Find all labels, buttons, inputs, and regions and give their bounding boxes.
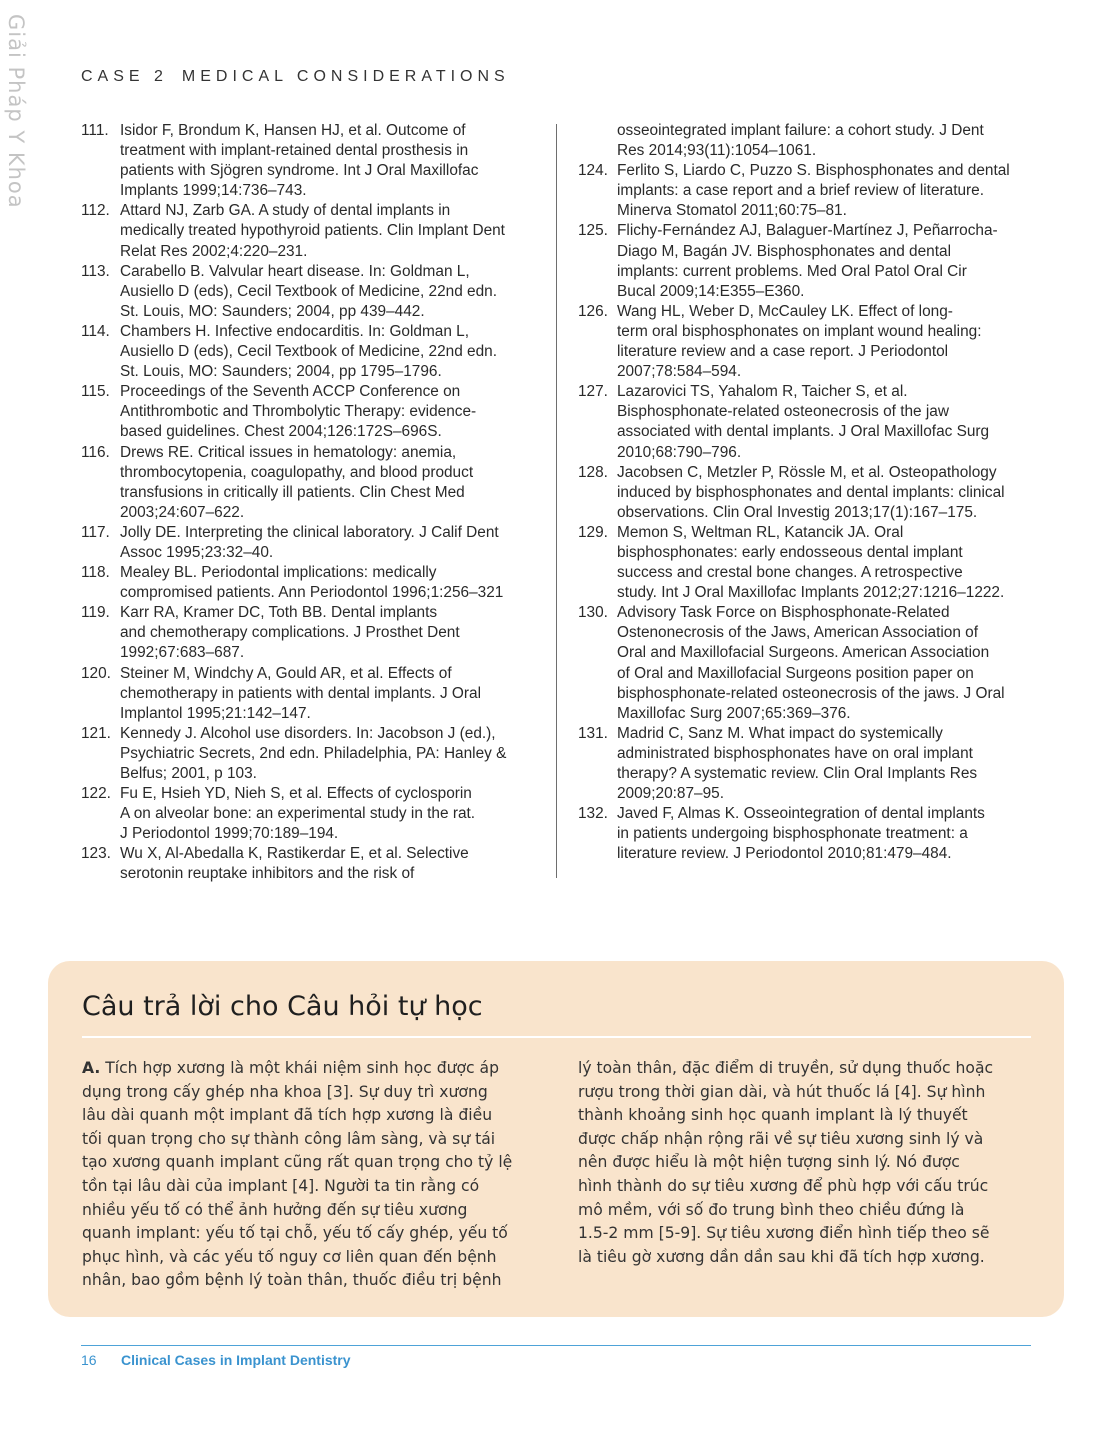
reference-line: implants: a case report and a brief review of literature. xyxy=(617,182,984,200)
reference-line: Steiner M, Windchy A, Gould AR, et al. Effects of xyxy=(120,664,452,682)
reference-item xyxy=(81,724,543,784)
reference-line: Mealey BL. Periodontal implications: medically xyxy=(120,564,437,582)
reference-text xyxy=(120,664,543,724)
reference-number: 121. xyxy=(81,724,111,742)
answer-line-text: Tích hợp xương là một khái niệm sinh học được áp xyxy=(100,1059,499,1077)
answer-line-text: quanh implant: yếu tố tại chỗ, yếu tố cấy ghép, yếu tố xyxy=(82,1224,508,1243)
reference-text xyxy=(120,563,543,603)
answer-line-text: 1.5-2 mm [5-9]. Sự tiêu xương điển hình tiếp theo sẽ xyxy=(578,1224,990,1243)
reference-item xyxy=(578,724,1038,804)
answer-line-text: nhân, bao gồm bệnh lý toàn thân, thuốc điều trị bệnh xyxy=(82,1271,502,1290)
reference-item xyxy=(81,523,543,563)
reference-line: Maxillofac Surg 2007;65:369–376. xyxy=(617,704,851,722)
answer-line-text: thành khoảng sinh học quanh implant là lý thuyết xyxy=(578,1106,968,1125)
reference-text xyxy=(120,784,543,844)
reference-line: 2003;24:607–622. xyxy=(120,503,245,521)
footer xyxy=(81,1352,351,1368)
reference-number: 127. xyxy=(578,383,608,401)
reference-number: 118. xyxy=(81,564,110,582)
answer-line xyxy=(578,1151,1032,1175)
reference-line: Oral and Maxillofacial Surgeons. American Association xyxy=(617,644,990,662)
reference-line: Bisphosphonate-related osteonecrosis of the jaw xyxy=(617,403,949,421)
footer-divider xyxy=(81,1345,1031,1346)
reference-text xyxy=(617,603,1038,724)
reference-line: Res 2014;93(11):1054–1061. xyxy=(617,142,817,160)
running-header xyxy=(81,68,510,86)
reference-line: Ferlito S, Liardo C, Puzzo S. Bisphosphonates and dental xyxy=(617,162,1010,180)
answer-line-text: được chấp nhận rộng rãi về sự tiêu xương sinh lý và xyxy=(578,1129,984,1148)
reference-text xyxy=(617,724,1038,804)
reference-number: 116. xyxy=(81,443,110,461)
reference-line: Chambers H. Infective endocarditis. In: Goldman L, xyxy=(120,322,470,340)
reference-number: 113. xyxy=(81,262,110,280)
reference-item xyxy=(578,161,1038,221)
answer-line-text: lâu dài quanh một implant đã tích hợp xương là điều xyxy=(82,1106,493,1125)
reference-item xyxy=(81,784,543,844)
answer-line-text: rượu trong thời gian dài, và hút thuốc lá [4]. Sự hình xyxy=(578,1082,986,1101)
reference-line: Karr RA, Kramer DC, Toth BB. Dental implants xyxy=(120,604,438,622)
reference-line: Implantol 1995;21:142–147. xyxy=(120,704,311,722)
reference-line: Drews RE. Critical issues in hematology: anemia, xyxy=(120,443,457,461)
reference-item xyxy=(81,844,543,884)
reference-line: Ausiello D (eds), Cecil Textbook of Medicine, 22nd edn. xyxy=(120,282,497,300)
reference-line: of Oral and Maxillofacial Surgeons position paper on xyxy=(617,664,974,682)
reference-line: serotonin reuptake inhibitors and the risk of xyxy=(120,865,415,883)
reference-line: study. Int J Oral Maxillofac Implants 2012;27:1216–1222. xyxy=(617,584,1005,602)
reference-number: 131. xyxy=(578,724,608,742)
reference-item xyxy=(578,121,1038,161)
reference-item xyxy=(81,603,543,663)
reference-line: Ausiello D (eds), Cecil Textbook of Medicine, 22nd edn. xyxy=(120,343,497,361)
reference-item xyxy=(578,302,1038,382)
reference-line: and chemotherapy complications. J Prosthet Dent xyxy=(120,624,460,642)
reference-line: Attard NJ, Zarb GA. A study of dental implants in xyxy=(120,202,451,220)
chapter-title: MEDICAL CONSIDERATIONS xyxy=(181,68,510,85)
reference-item xyxy=(81,443,543,523)
reference-item xyxy=(578,463,1038,523)
reference-text xyxy=(120,382,543,442)
reference-line: in patients undergoing bisphosphonate treatment: a xyxy=(617,825,968,843)
reference-line: Madrid C, Sanz M. What impact do systemically xyxy=(617,724,943,742)
reference-line: Implants 1999;14:736–743. xyxy=(120,182,307,200)
reference-line: bisphosphonate-related osteonecrosis of the jaws. J Oral xyxy=(617,684,1005,702)
answer-line xyxy=(82,1222,542,1246)
reference-line: medically treated hypothyroid patients. Clin Implant Dent xyxy=(120,222,505,240)
answer-line xyxy=(578,1199,1032,1223)
reference-text xyxy=(120,262,543,322)
reference-line: Bucal 2009;14:E355–E360. xyxy=(617,282,805,300)
reference-number: 126. xyxy=(578,302,608,320)
reference-line: J Periodontol 1999;70:189–194. xyxy=(120,825,339,843)
reference-text xyxy=(120,201,543,261)
reference-text xyxy=(120,603,543,663)
answer-line-text: là tiêu gờ xương dần dần sau khi đã tích hợp xương. xyxy=(578,1247,985,1266)
reference-text xyxy=(120,844,543,884)
reference-text xyxy=(617,523,1038,603)
answer-column-right xyxy=(578,1057,1032,1269)
book-title: Clinical Cases in Implant Dentistry xyxy=(121,1352,351,1368)
watermark-text: Giải Pháp Y Khoa xyxy=(4,14,28,209)
reference-line: Relat Res 2002;4:220–231. xyxy=(120,242,308,260)
reference-line: treatment with implant-retained dental prosthesis in xyxy=(120,142,469,160)
reference-line: Assoc 1995;23:32–40. xyxy=(120,543,274,561)
reference-text xyxy=(617,804,1038,864)
reference-item xyxy=(81,262,543,322)
reference-number: 132. xyxy=(578,805,608,823)
reference-line: bisphosphonates: early endosseous dental implant xyxy=(617,543,963,561)
reference-item xyxy=(81,121,543,201)
reference-number: 122. xyxy=(81,785,111,803)
reference-line: Memon S, Weltman RL, Katancik JA. Oral xyxy=(617,523,904,541)
reference-item xyxy=(578,804,1038,864)
answer-line-text: nhiều yếu tố có thể ảnh hưởng đến sự tiêu xương xyxy=(82,1200,468,1219)
reference-line: Jacobsen C, Metzler P, Rössle M, et al. Osteopathology xyxy=(617,463,997,481)
reference-line: Belfus; 2001, p 103. xyxy=(120,765,257,782)
reference-number: 128. xyxy=(578,463,608,481)
reference-line: Isidor F, Brondum K, Hansen HJ, et al. Outcome of xyxy=(120,122,466,139)
answer-line xyxy=(82,1128,542,1152)
reference-text xyxy=(617,382,1038,462)
answer-line xyxy=(82,1057,542,1081)
reference-line: Wang HL, Weber D, McCauley LK. Effect of long- xyxy=(617,302,953,320)
reference-number: 119. xyxy=(81,604,110,622)
reference-line: 2007;78:584–594. xyxy=(617,363,742,381)
reference-line: osseointegrated implant failure: a cohort study. J Dent xyxy=(617,122,984,139)
reference-line: Carabello B. Valvular heart disease. In: Goldman L, xyxy=(120,262,470,280)
answer-box xyxy=(48,961,1064,1317)
answer-line xyxy=(578,1057,1032,1081)
reference-text xyxy=(120,121,543,201)
answer-line-text: mô mềm, với số đo trung bình theo chiều đứng là xyxy=(578,1200,965,1219)
answer-line xyxy=(578,1175,1032,1199)
answer-line-text: tồn tại lâu dài của implant [4]. Người ta tin rằng có xyxy=(82,1176,480,1195)
reference-line: success and crestal bone changes. A retrospective xyxy=(617,564,963,582)
reference-text xyxy=(617,302,1038,382)
reference-item xyxy=(81,322,543,382)
reference-line: implants: current problems. Med Oral Patol Oral Cir xyxy=(617,262,967,280)
answer-line xyxy=(578,1104,1032,1128)
answer-line-text: tạo xương quanh implant cũng rất quan trọng cho tỷ lệ xyxy=(82,1153,513,1172)
reference-number: 129. xyxy=(578,523,608,541)
reference-number: 125. xyxy=(578,222,608,240)
reference-line: Javed F, Almas K. Osseointegration of dental implants xyxy=(617,805,985,823)
reference-line: chemotherapy in patients with dental implants. J Oral xyxy=(120,684,482,702)
reference-line: associated with dental implants. J Oral Maxillofac Surg xyxy=(617,423,990,441)
answer-line-text: dụng trong cấy ghép nha khoa [3]. Sự duy trì xương xyxy=(82,1082,488,1101)
references-column-right xyxy=(578,121,1038,864)
reference-line: literature review. J Periodontol 2010;81:479–484. xyxy=(617,845,952,863)
reference-line: Antithrombotic and Thrombolytic Therapy: evidence- xyxy=(120,403,477,421)
reference-line: 2010;68:790–796. xyxy=(617,443,742,461)
references-column-left xyxy=(81,121,543,885)
reference-item xyxy=(81,201,543,261)
answer-line-text: nên được hiểu là một hiện tượng sinh lý. Nó được xyxy=(578,1153,960,1172)
answer-line-text: hình thành do sự tiêu xương để phù hợp với cấu trúc xyxy=(578,1176,989,1195)
reference-line: Fu E, Hsieh YD, Nieh S, et al. Effects of cyclosporin xyxy=(120,785,472,803)
reference-line: term oral bisphosphonates on implant wound healing: xyxy=(617,322,982,340)
reference-line: Advisory Task Force on Bisphosphonate-Related xyxy=(617,604,950,622)
reference-item xyxy=(81,563,543,603)
reference-number: 130. xyxy=(578,604,608,622)
column-divider xyxy=(556,124,557,878)
reference-line: Psychiatric Secrets, 2nd edn. Philadelphia, PA: Hanley & xyxy=(120,744,507,762)
reference-line: 2009;20:87–95. xyxy=(617,785,724,803)
reference-line: Wu X, Al-Abedalla K, Rastikerdar E, et al. Selective xyxy=(120,845,469,863)
reference-line: A on alveolar bone: an experimental study in the rat. xyxy=(120,805,476,823)
answer-line xyxy=(82,1199,542,1223)
answer-line xyxy=(82,1246,542,1270)
reference-number: 114. xyxy=(81,322,110,340)
reference-line: transfusions in critically ill patients. Clin Chest Med xyxy=(120,483,465,501)
reference-line: Diago M, Bagán JV. Bisphosphonates and dental xyxy=(617,242,951,260)
answer-line xyxy=(82,1175,542,1199)
reference-item xyxy=(578,221,1038,301)
answer-line xyxy=(82,1151,542,1175)
case-label: CASE 2 xyxy=(81,68,168,85)
reference-number: 117. xyxy=(81,523,110,541)
reference-line: thrombocytopenia, coagulopathy, and blood product xyxy=(120,463,474,481)
answer-title: Câu trả lời cho Câu hỏi tự học xyxy=(82,991,483,1022)
answer-line-text: tối quan trọng cho sự thành công lâm sàng, và sự tái xyxy=(82,1129,496,1148)
answer-line xyxy=(82,1081,542,1105)
reference-line: 1992;67:683–687. xyxy=(120,644,245,662)
reference-line: Ostenonecrosis of the Jaws, American Association of xyxy=(617,624,979,642)
answer-line xyxy=(578,1128,1032,1152)
reference-text xyxy=(120,523,543,563)
reference-line: compromised patients. Ann Periodontol 1996;1:256–321 xyxy=(120,584,504,602)
reference-item xyxy=(578,603,1038,724)
reference-number: 112. xyxy=(81,202,110,220)
reference-number: 120. xyxy=(81,664,111,682)
reference-line: Kennedy J. Alcohol use disorders. In: Jacobson J (ed.), xyxy=(120,724,496,742)
answer-line-text: lý toàn thân, đặc điểm di truyền, sử dụng thuốc hoặc xyxy=(578,1059,994,1077)
reference-item xyxy=(578,382,1038,462)
reference-line: induced by bisphosphonates and dental implants: clinical xyxy=(617,483,1005,501)
reference-text xyxy=(617,463,1038,523)
answer-line xyxy=(82,1104,542,1128)
reference-line: administrated bisphosphonates have on oral implant xyxy=(617,744,973,762)
reference-line: Proceedings of the Seventh ACCP Conference on xyxy=(120,383,461,401)
answer-line xyxy=(578,1246,1032,1270)
reference-number: 115. xyxy=(81,383,110,401)
reference-text xyxy=(120,724,543,784)
answer-line xyxy=(578,1081,1032,1105)
reference-number: 111. xyxy=(81,122,109,139)
reference-line: Lazarovici TS, Yahalom R, Taicher S, et al. xyxy=(617,383,908,401)
answer-label: A. xyxy=(82,1059,101,1077)
answer-line-text: phục hình, và các yếu tố nguy cơ liên quan đến bệnh xyxy=(82,1247,497,1266)
reference-line: St. Louis, MO: Saunders; 2004, pp 439–442. xyxy=(120,302,425,320)
reference-line: literature review and a case report. J Periodontol xyxy=(617,343,949,361)
answer-column-left xyxy=(82,1057,542,1293)
reference-item xyxy=(578,523,1038,603)
reference-item xyxy=(81,382,543,442)
reference-number: 123. xyxy=(81,845,111,863)
answer-line xyxy=(82,1269,542,1293)
reference-line: observations. Clin Oral Investig 2013;17(1):167–175. xyxy=(617,503,978,521)
reference-text xyxy=(120,443,543,523)
reference-number: 124. xyxy=(578,162,608,180)
reference-text xyxy=(617,121,1038,161)
reference-line: Flichy-Fernández AJ, Balaguer-Martínez J, Peñarrocha- xyxy=(617,222,998,240)
answer-divider xyxy=(82,1036,1031,1038)
page-number: 16 xyxy=(81,1352,97,1368)
reference-text xyxy=(617,161,1038,221)
reference-line: therapy? A systematic review. Clin Oral Implants Res xyxy=(617,765,978,782)
reference-text xyxy=(617,221,1038,301)
answer-line xyxy=(578,1222,1032,1246)
reference-text xyxy=(120,322,543,382)
reference-line: Jolly DE. Interpreting the clinical laboratory. J Calif Dent xyxy=(120,523,499,541)
reference-line: based guidelines. Chest 2004;126:172S–696S. xyxy=(120,423,442,441)
reference-line: St. Louis, MO: Saunders; 2004, pp 1795–1796. xyxy=(120,363,442,381)
reference-line: Minerva Stomatol 2011;60:75–81. xyxy=(617,202,847,220)
reference-line: patients with Sjögren syndrome. Int J Oral Maxillofac xyxy=(120,162,479,180)
reference-item xyxy=(81,664,543,724)
